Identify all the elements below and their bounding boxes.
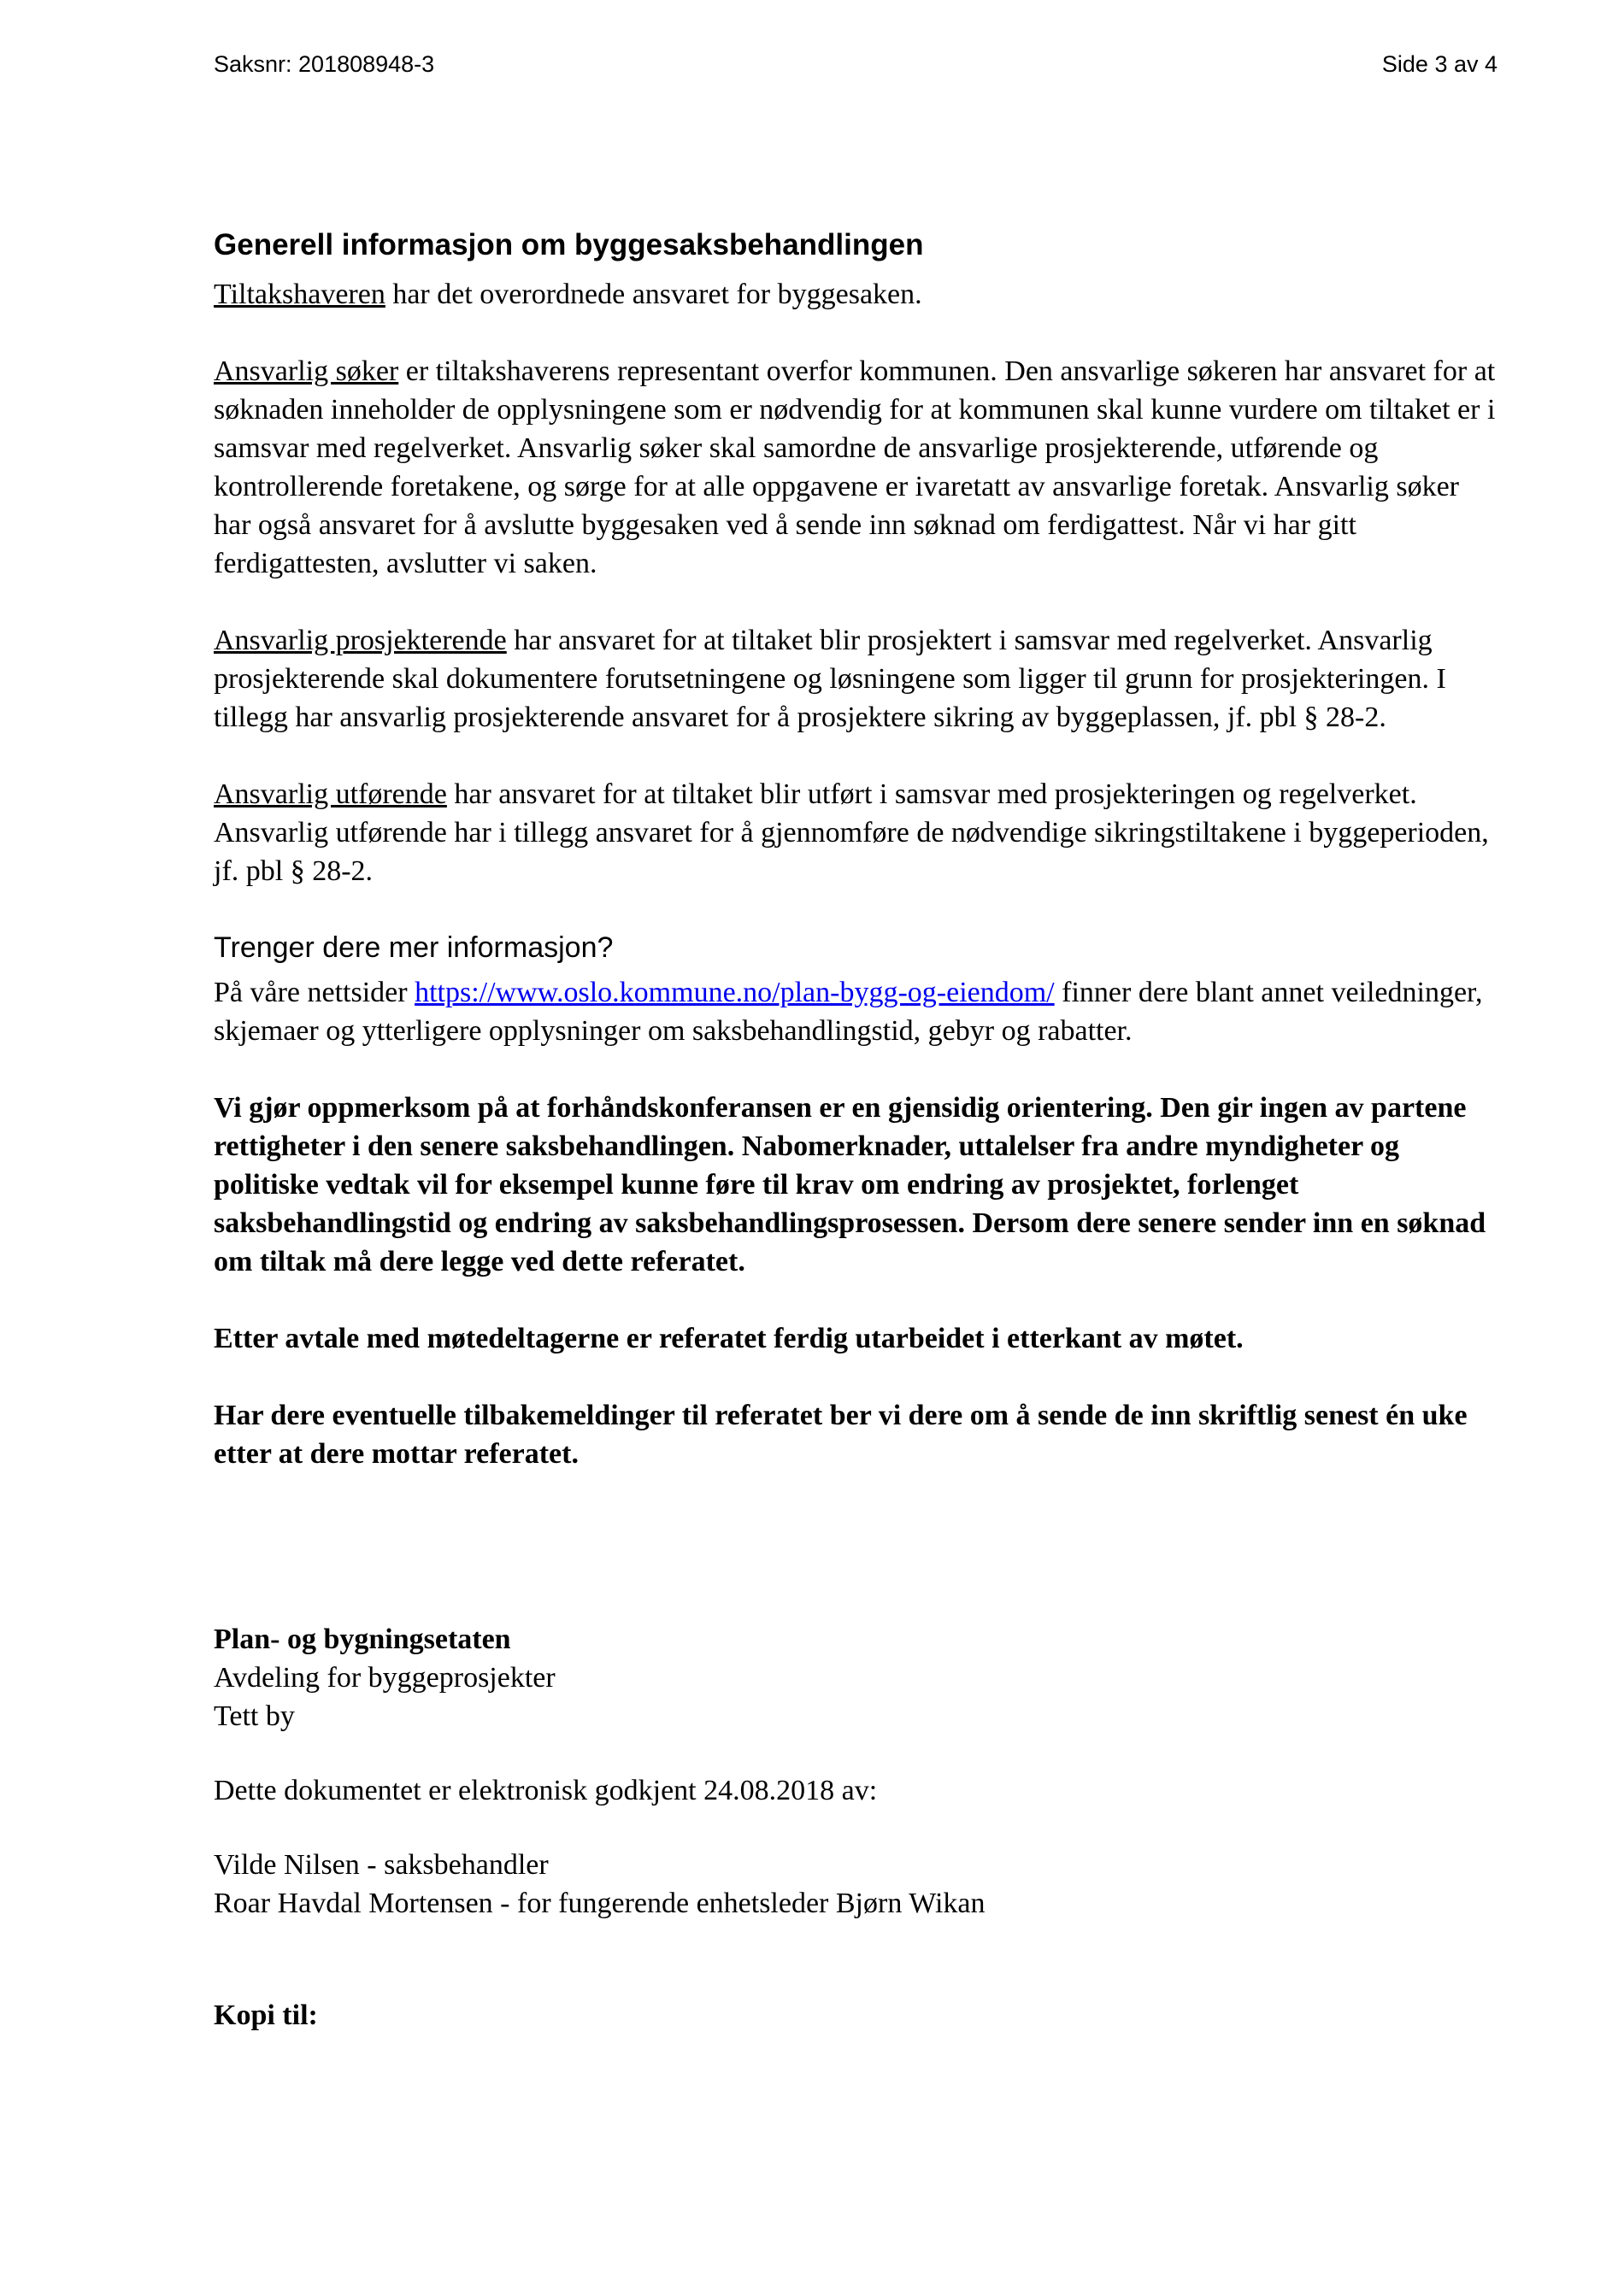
paragraph-more-info bbox=[214, 973, 1497, 1050]
underlined-term-ansvarlig-prosjekterende: Ansvarlig prosjekterende bbox=[214, 625, 507, 656]
signature-department: Avdeling for byggeprosjekter bbox=[214, 1662, 556, 1694]
page-header bbox=[214, 50, 1497, 79]
notice-tilbakemeldinger: Har dere eventuelle tilbakemeldinger til referatet ber vi dere om å sende de inn skriftlig senest én uke etter at dere mottar referatet. bbox=[214, 1400, 1468, 1470]
paragraph-tiltakshaver bbox=[214, 275, 1497, 314]
underlined-term-ansvarlig-soker: Ansvarlig søker bbox=[214, 355, 399, 387]
more-info-text-after-link: finner dere blant annet veiledninger, skjemaer og ytterligere opplysninger om saksbehandlingstid, gebyr og rabatter. bbox=[214, 977, 1483, 1047]
signature-block bbox=[214, 1620, 1497, 1735]
notice-referat-utarbeidet: Etter avtale med møtedeltagerne er referatet ferdig utarbeidet i etterkant av møtet. bbox=[214, 1323, 1244, 1354]
underlined-term-ansvarlig-utforende: Ansvarlig utførende bbox=[214, 778, 447, 810]
paragraph-ansvarlig-soker-text: er tiltakshaverens representant overfor kommunen. Den ansvarlige søkeren har ansvaret for at søknaden inneholder de opplysningene som er nødvendig for at kommunen skal kunne vurdere om tiltaket er i samsvar med regelverket. Ansvarlig søker skal samordne de ansvarlige prosjekterende, utførende og kontrollerende foretakene, og sørge for at alle oppgavene er ivaretatt av ansvarlige foretak. Ansvarlig søker har også ansvaret for å avslutte byggesaken ved å sende inn søknad om ferdigattest. Når vi har gitt ferdigattesten, avslutter vi saken. bbox=[214, 355, 1496, 579]
copy-to-label: Kopi til: bbox=[214, 1999, 318, 2031]
signature-organization: Plan- og bygningsetaten bbox=[214, 1624, 511, 1655]
oslo-kommune-link[interactable]: https://www.oslo.kommune.no/plan-bygg-og-eiendom/ bbox=[415, 977, 1055, 1008]
more-info-text-before-link: På våre nettsider bbox=[214, 977, 415, 1008]
signers-block bbox=[214, 1846, 1497, 1923]
paragraph-ansvarlig-prosjekterende bbox=[214, 621, 1497, 737]
case-number: Saksnr: 201808948-3 bbox=[214, 51, 435, 77]
paragraph-ansvarlig-utforende bbox=[214, 775, 1497, 890]
notice-forhandskonferanse: Vi gjør oppmerksom på at forhåndskonferansen er en gjensidig orientering. Den gir ingen av partene rettigheter i den senere saksbehandlingen. Nabomerknader, uttalelser fra andre myndigheter og politiske vedtak vil for eksempel kunne føre til krav om endring av prosjektet, forlenget saksbehandlingstid og endring av saksbehandlingsprosessen. Dersom dere senere sender inn en søknad om tiltak må dere legge ved dette referatet. bbox=[214, 1092, 1486, 1277]
approval-note: Dette dokumentet er elektronisk godkjent 24.08.2018 av: bbox=[214, 1775, 878, 1806]
paragraph-ansvarlig-utforende-text: har ansvaret for at tiltaket blir utført i samsvar med prosjekteringen og regelverket. Ansvarlig utførende har i tillegg ansvaret for å gjennomføre de nødvendige sikringstiltakene i byggeperioden, jf. pbl § 28-2. bbox=[214, 778, 1489, 887]
signer-saksbehandler: Vilde Nilsen - saksbehandler bbox=[214, 1849, 549, 1881]
section-heading-more-info: Trenger dere mer informasjon? bbox=[214, 931, 614, 964]
paragraph-ansvarlig-prosjekterende-text: har ansvaret for at tiltaket blir prosjektert i samsvar med regelverket. Ansvarlig prosjekterende skal dokumentere forutsetningene og løsningene som ligger til grunn for prosjekteringen. I tillegg har ansvarlig prosjekterende ansvaret for å prosjektere sikring av byggeplassen, jf. pbl § 28-2. bbox=[214, 625, 1446, 733]
page-indicator: Side 3 av 4 bbox=[1381, 51, 1497, 77]
section-heading-general-info: Generell informasjon om byggesaksbehandlingen bbox=[214, 228, 924, 261]
paragraph-tiltakshaver-text: har det overordnede ansvaret for byggesaken. bbox=[385, 279, 922, 310]
paragraph-ansvarlig-soker bbox=[214, 352, 1497, 583]
signature-unit: Tett by bbox=[214, 1700, 295, 1732]
underlined-term-tiltakshaveren: Tiltakshaveren bbox=[214, 279, 385, 310]
signer-enhetsleder: Roar Havdal Mortensen - for fungerende enhetsleder Bjørn Wikan bbox=[214, 1888, 986, 1919]
